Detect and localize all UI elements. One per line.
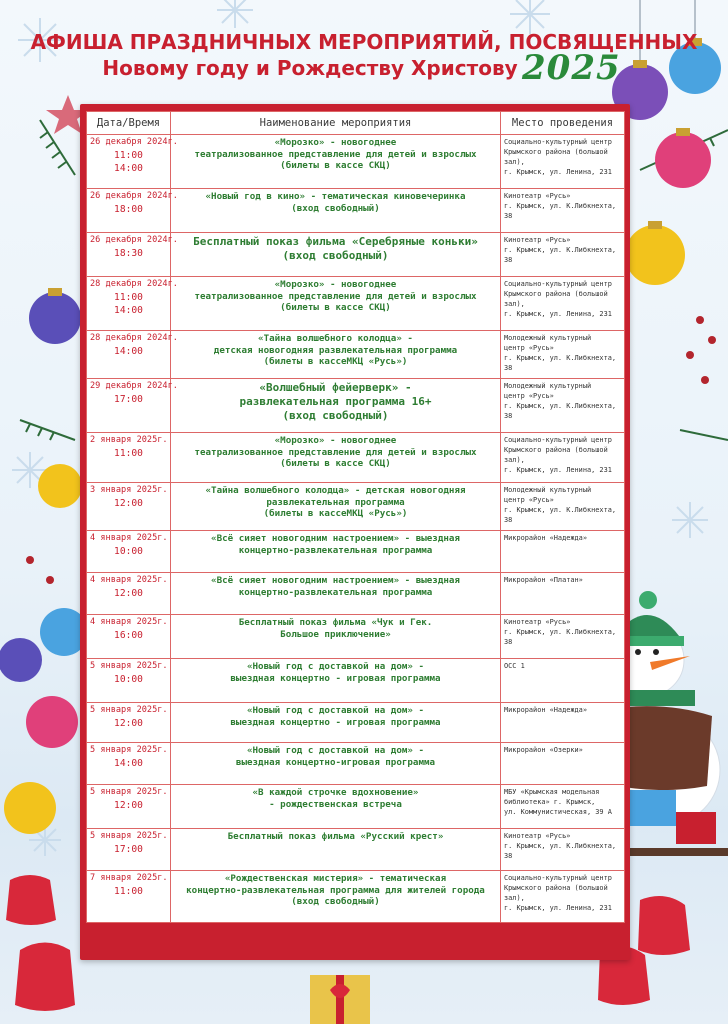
event-name-line: Бесплатный показ фильма «Серебряные коньки»	[193, 235, 478, 248]
event-place-line: г. Крымск, ул. К.Либкнехта, 38	[504, 246, 617, 264]
event-name-line: «Новый год в кино» - тематическая киновечеринка	[205, 191, 466, 202]
event-time: 17:00	[114, 844, 143, 855]
event-place-line: Крымского района (большой зал),	[504, 884, 608, 902]
table-row	[87, 829, 625, 871]
event-name-line: «Тайна волшебного колодца» -	[258, 333, 413, 344]
schedule-table	[86, 111, 625, 923]
event-name-line: развлекательная программа	[266, 496, 405, 508]
event-name-line: «В каждой строчке вдохновение»	[252, 787, 419, 798]
event-name-line: «Новый год с доставкой на дом» -	[246, 745, 424, 756]
event-date: 29 декабря 2024г.	[90, 381, 178, 391]
event-name-line: (билеты в кассеМКЦ «Русь»)	[263, 508, 408, 519]
event-date: 5 января 2025г.	[90, 661, 168, 671]
event-name-line: (билеты в кассеМКЦ «Русь»)	[263, 356, 408, 367]
event-place-line: Кинотеатр «Русь»	[504, 192, 571, 200]
table-row	[87, 531, 625, 573]
event-name-line: (билеты в кассе СКЦ)	[280, 302, 391, 313]
event-name-line: театрализованное представление для детей и взрослых	[194, 148, 477, 160]
event-place-cell	[501, 531, 625, 573]
event-name-cell	[171, 233, 501, 277]
event-name-cell	[171, 277, 501, 331]
event-name-line: «Новый год с доставкой на дом» -	[246, 661, 424, 672]
event-name-line: концертно-развлекательная программа	[238, 544, 433, 556]
event-place-line: г. Крымск, ул. К.Либкнехта, 38	[504, 354, 617, 372]
event-name-cell	[171, 659, 501, 703]
table-row	[87, 433, 625, 483]
event-date-cell	[87, 433, 171, 483]
event-name-line: «Всё сияет новогодним настроением» - выездная	[211, 575, 460, 586]
event-time: 14:00	[114, 305, 143, 316]
table-row	[87, 331, 625, 379]
event-name-line: Бесплатный показ фильма «Русский крест»	[227, 831, 444, 842]
event-place-line: МБУ «Крымская модельная	[504, 788, 600, 796]
event-name-cell	[171, 379, 501, 433]
event-place-cell	[501, 277, 625, 331]
event-place-line: г. Крымск, ул. К.Либкнехта, 38	[504, 506, 617, 524]
event-date: 28 декабря 2024г.	[90, 333, 178, 343]
event-name-cell	[171, 135, 501, 189]
event-place-cell	[501, 189, 625, 233]
table-row	[87, 743, 625, 785]
event-date: 5 января 2025г.	[90, 831, 168, 841]
event-time: 11:00	[114, 886, 143, 897]
event-date: 4 января 2025г.	[90, 575, 168, 585]
event-name-line: (билеты в кассе СКЦ)	[280, 160, 391, 171]
event-place-line: Молодежный культурный	[504, 382, 592, 390]
event-name-cell	[171, 531, 501, 573]
event-place-line: ул. Коммунистическая, 39 А	[504, 808, 612, 816]
event-date-cell	[87, 659, 171, 703]
event-date-cell	[87, 233, 178, 277]
event-date: 7 января 2025г.	[90, 873, 168, 883]
event-place-line: центр «Русь»	[504, 344, 554, 352]
event-place-cell	[501, 379, 625, 433]
event-date: 26 декабря 2024г.	[90, 235, 178, 245]
event-place-line: Микрорайон «Платан»	[504, 576, 583, 584]
event-name-line: (вход свободный)	[291, 896, 380, 907]
event-place-cell	[501, 785, 625, 829]
page-title-line1: АФИША ПРАЗДНИЧНЫХ МЕРОПРИЯТИЙ, ПОСВЯЩЕННЫХ	[30, 30, 698, 54]
event-time: 14:00	[114, 163, 143, 174]
event-name-cell	[171, 433, 501, 483]
event-name-line: «Морозко» - новогоднее	[274, 137, 397, 148]
event-place-line: г. Крымск, ул. К.Либкнехта, 38	[504, 202, 617, 220]
event-place-line: Крымского района (большой зал),	[504, 148, 608, 166]
event-date-cell	[87, 829, 171, 871]
event-name-line: театрализованное представление для детей и взрослых	[194, 290, 477, 302]
event-name-line: (вход свободный)	[282, 249, 389, 262]
table-row	[87, 483, 625, 531]
event-place-line: Кинотеатр «Русь»	[504, 618, 571, 626]
event-place-line: г. Крымск, ул. Ленина, 231	[504, 310, 612, 318]
event-place-line: ОСС 1	[504, 662, 525, 670]
page-title-line2: Новому году и Рождеству Христову	[102, 56, 518, 80]
event-date-cell	[87, 189, 178, 233]
event-date-cell	[87, 703, 171, 743]
event-name-line: театрализованное представление для детей и взрослых	[194, 446, 477, 458]
event-name-cell	[171, 483, 501, 531]
table-row	[87, 379, 625, 433]
event-place-cell	[501, 573, 625, 615]
event-place-line: г. Крымск, ул. Ленина, 231	[504, 904, 612, 912]
event-name-cell	[171, 743, 501, 785]
event-place-line: г. Крымск, ул. Ленина, 231	[504, 466, 612, 474]
event-place-line: Микрорайон «Надежда»	[504, 534, 587, 542]
event-date: 28 декабря 2024г.	[90, 279, 178, 289]
event-place-cell	[501, 659, 625, 703]
event-date: 4 января 2025г.	[90, 617, 168, 627]
event-time: 14:00	[114, 758, 143, 769]
event-place-cell	[501, 871, 625, 923]
event-time: 12:00	[114, 588, 143, 599]
event-name-line: развлекательная программа 16+	[239, 395, 432, 408]
event-name-line: «Новый год с доставкой на дом» -	[246, 705, 424, 716]
event-name-line: - рождественская встреча	[269, 798, 402, 810]
event-place-line: Кинотеатр «Русь»	[504, 832, 571, 840]
table-row	[87, 573, 625, 615]
event-place-line: Молодежный культурный	[504, 334, 592, 342]
schedule-rows	[87, 135, 625, 923]
event-place-cell	[501, 135, 625, 189]
event-place-line: г. Крымск, ул. К.Либкнехта, 38	[504, 628, 617, 646]
event-date-cell	[87, 743, 171, 785]
table-row	[87, 871, 625, 923]
gift-icon	[310, 975, 370, 1024]
event-time: 11:00	[114, 448, 143, 459]
event-name-line: Большое приключение»	[280, 628, 391, 640]
event-time: 12:00	[114, 800, 143, 811]
event-place-line: центр «Русь»	[504, 392, 554, 400]
event-place-cell	[501, 743, 625, 785]
event-place-cell	[501, 483, 625, 531]
event-place-cell	[501, 233, 625, 277]
event-place-cell	[501, 829, 625, 871]
event-date-cell	[87, 331, 178, 379]
table-row	[87, 785, 625, 829]
event-time: 18:30	[114, 248, 143, 259]
event-date-cell	[87, 531, 171, 573]
event-date: 5 января 2025г.	[90, 745, 168, 755]
event-place-line: Крымского района (большой зал),	[504, 290, 608, 308]
event-name-cell	[171, 189, 501, 233]
event-name-cell	[171, 573, 501, 615]
event-date: 2 января 2025г.	[90, 435, 168, 445]
header-date: Дата/Время	[87, 112, 171, 135]
event-time: 10:00	[114, 546, 143, 557]
event-date-cell	[87, 615, 171, 659]
event-name-line: «Всё сияет новогодним настроением» - выездная	[211, 533, 460, 544]
fir-branch-icon	[20, 120, 75, 440]
year-label: 2025	[522, 48, 621, 88]
event-name-line: детская новогодняя развлекательная программа	[213, 344, 458, 356]
event-name-line: выездная концертно - игровая программа	[230, 672, 441, 684]
event-place-line: Молодежный культурный	[504, 486, 592, 494]
event-place-line: центр «Русь»	[504, 496, 554, 504]
event-name-line: (вход свободный)	[282, 409, 389, 422]
table-row	[87, 233, 625, 277]
event-place-line: г. Крымск, ул. К.Либкнехта, 38	[504, 842, 617, 860]
event-place-line: Социально-культурный центр	[504, 138, 612, 146]
event-place-line: Микрорайон «Надежда»	[504, 706, 587, 714]
event-place-cell	[501, 703, 625, 743]
event-place-line: Социально-культурный центр	[504, 436, 612, 444]
event-place-line: г. Крымск, ул. Ленина, 231	[504, 168, 612, 176]
event-date-cell	[87, 785, 171, 829]
event-date-cell	[87, 379, 178, 433]
event-place-line: библиотека» г. Крымск,	[504, 798, 596, 806]
event-date: 3 января 2025г.	[90, 485, 168, 495]
event-place-line: Кинотеатр «Русь»	[504, 236, 571, 244]
event-date: 4 января 2025г.	[90, 533, 168, 543]
event-date-cell	[87, 573, 171, 615]
event-time: 18:00	[114, 204, 143, 215]
event-name-line: «Рождественская мистерия» - тематическая	[224, 873, 447, 884]
event-date-cell	[87, 135, 178, 189]
event-time: 10:00	[114, 674, 143, 685]
event-name-line: «Волшебный фейерверк» -	[259, 381, 412, 394]
event-name-line: концертно-развлекательная программа	[238, 586, 433, 598]
event-name-cell	[171, 615, 501, 659]
event-time: 14:00	[114, 346, 143, 357]
event-name-line: «Морозко» - новогоднее	[274, 435, 397, 446]
event-time: 12:00	[114, 498, 143, 509]
table-row	[87, 703, 625, 743]
table-row	[87, 659, 625, 703]
event-place-line: Социально-культурный центр	[504, 874, 612, 882]
event-name-line: (билеты в кассе СКЦ)	[280, 458, 391, 469]
event-date-cell	[87, 483, 171, 531]
event-name-line: выездная концертно - игровая программа	[230, 716, 441, 728]
event-name-cell	[171, 829, 501, 871]
header-name: Наименование мероприятия	[171, 112, 501, 135]
event-name-line: (вход свободный)	[291, 202, 380, 214]
table-row	[87, 135, 625, 189]
event-place-line: Крымского района (большой зал),	[504, 446, 608, 464]
event-name-line: концертно-развлекательная программа для жителей города	[186, 884, 485, 896]
event-name-line: выездная концертно-игровая программа	[235, 756, 436, 768]
event-time: 11:00	[114, 292, 143, 303]
event-name-line: «Морозко» - новогоднее	[274, 279, 397, 290]
event-time: 17:00	[114, 394, 143, 405]
event-date: 5 января 2025г.	[90, 787, 168, 797]
event-time: 16:00	[114, 630, 143, 641]
event-date: 5 января 2025г.	[90, 705, 168, 715]
event-name-line: Бесплатный показ фильма «Чук и Гек.	[238, 617, 433, 628]
event-date-cell	[87, 277, 178, 331]
event-place-line: Социально-культурный центр	[504, 280, 612, 288]
event-name-cell	[171, 871, 501, 923]
event-date: 26 декабря 2024г.	[90, 137, 178, 147]
header-place: Место проведения	[501, 112, 625, 135]
event-place-cell	[501, 433, 625, 483]
event-name-line: «Тайна волшебного колодца» - детская новогодняя	[205, 485, 466, 496]
event-place-cell	[501, 331, 625, 379]
event-date-cell	[87, 871, 171, 923]
event-place-cell	[501, 615, 625, 659]
event-name-cell	[171, 331, 501, 379]
table-row	[87, 189, 625, 233]
event-place-line: г. Крымск, ул. К.Либкнехта, 38	[504, 402, 617, 420]
event-place-line: Микрорайон «Озерки»	[504, 746, 583, 754]
table-row	[87, 277, 625, 331]
table-row	[87, 615, 625, 659]
event-name-cell	[171, 703, 501, 743]
event-time: 11:00	[114, 150, 143, 161]
event-time: 12:00	[114, 718, 143, 729]
event-date: 26 декабря 2024г.	[90, 191, 178, 201]
event-name-cell	[171, 785, 501, 829]
